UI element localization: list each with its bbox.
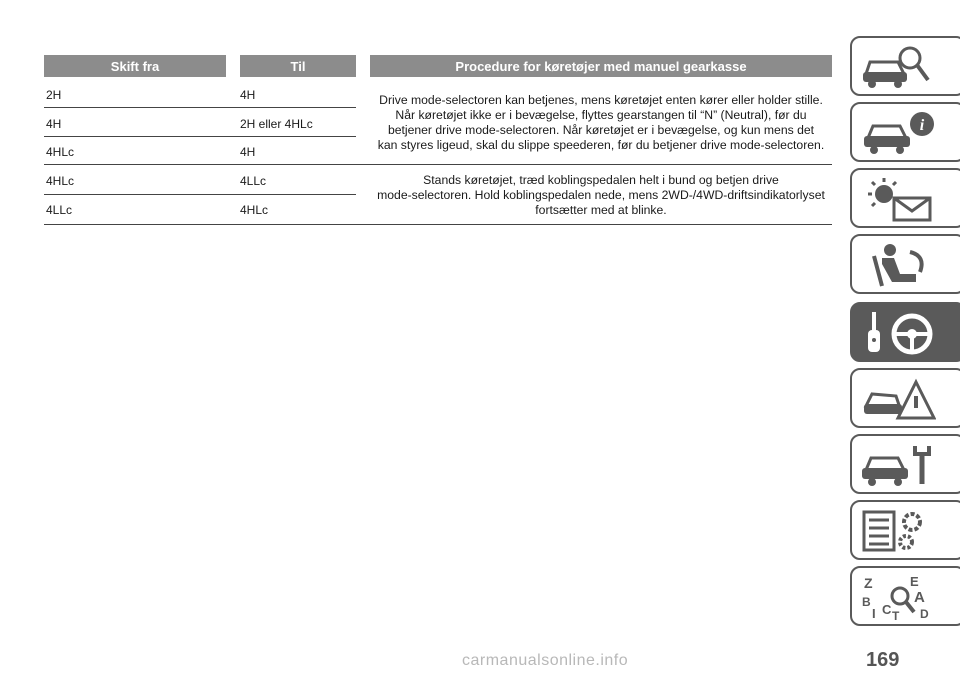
- row-5-to: 4HLc: [240, 203, 269, 217]
- procedure-line: fortsætter med at blinke.: [535, 203, 667, 217]
- header-from: Skift fra: [44, 55, 226, 77]
- chapter-tabs: [850, 0, 960, 678]
- tab-car-search[interactable]: [850, 36, 960, 96]
- table-bottom-rule: [44, 224, 832, 225]
- svg-text:i: i: [919, 117, 925, 134]
- row-4-from: 4HLc: [46, 174, 75, 188]
- procedure-line: Drive mode-selectoren kan betjenes, mens køretøjet enten kører eller holder stille.: [379, 93, 823, 107]
- index-letter: T: [892, 609, 900, 620]
- alphabet-index-icon: [860, 574, 936, 620]
- row-3-to: 4H: [240, 145, 256, 159]
- row-5-from: 4LLc: [46, 203, 73, 217]
- tab-index[interactable]: [850, 566, 960, 626]
- tab-starting-driving[interactable]: [850, 302, 960, 362]
- procedure-line: kan styres ligeud, skal du slippe speederen, før du betjener drive mode-selectoren.: [377, 138, 825, 152]
- row-divider: [44, 136, 356, 137]
- procedure-line: Stands køretøjet, træd koblingspedalen helt i bund og betjen drive: [423, 173, 779, 187]
- car-search-icon: [860, 44, 936, 90]
- row-4-to: 4LLc: [240, 174, 267, 188]
- procedure-line: Når køretøjet ikke er i bevægelse, flyttes gearstangen til “N” (Neutral), før du: [395, 108, 807, 122]
- group-divider: [44, 164, 832, 165]
- procedure-group-1: [370, 93, 832, 153]
- car-wrench-icon: [860, 442, 936, 488]
- header-to: Til: [240, 55, 356, 77]
- index-letter: I: [872, 606, 876, 620]
- index-letter: D: [920, 607, 929, 620]
- index-letter: Z: [864, 575, 873, 591]
- index-letter: A: [914, 589, 925, 606]
- car-warning-triangle-icon: [860, 376, 936, 422]
- page-number: 169: [866, 649, 900, 671]
- seat-airbag-icon: [860, 242, 936, 288]
- index-letter: E: [910, 574, 919, 589]
- tab-technical-data[interactable]: [850, 500, 960, 560]
- row-1-from: 2H: [46, 88, 62, 102]
- car-info-icon: [860, 110, 936, 156]
- tab-car-info[interactable]: [850, 102, 960, 162]
- key-steering-wheel-icon: [860, 310, 936, 356]
- tab-emergency[interactable]: [850, 368, 960, 428]
- warning-light-message-icon: [860, 176, 936, 222]
- watermark: carmanualsonline.info: [462, 652, 629, 669]
- index-letter: C: [882, 602, 892, 617]
- row-2-from: 4H: [46, 117, 62, 131]
- tab-maintenance[interactable]: [850, 434, 960, 494]
- row-1-to: 4H: [240, 88, 256, 102]
- header-procedure: Procedure for køretøjer med manuel gearkasse: [370, 55, 832, 77]
- procedure-line: betjener drive mode-selectoren. Når køretøjet er i bevægelse, og kun mens det: [387, 123, 815, 137]
- procedure-group-2: [370, 173, 832, 218]
- row-3-from: 4HLc: [46, 145, 75, 159]
- row-2-to: 2H eller 4HLc: [240, 117, 313, 131]
- spec-list-gears-icon: [860, 508, 936, 554]
- row-divider: [44, 107, 356, 108]
- procedure-line: mode-selectoren. Hold koblingspedalen nede, mens 2WD-/4WD-driftsindikatorlyset: [377, 188, 825, 202]
- tab-safety[interactable]: [850, 234, 960, 294]
- row-divider: [44, 194, 356, 195]
- tab-warnings[interactable]: [850, 168, 960, 228]
- index-letter: B: [862, 595, 871, 609]
